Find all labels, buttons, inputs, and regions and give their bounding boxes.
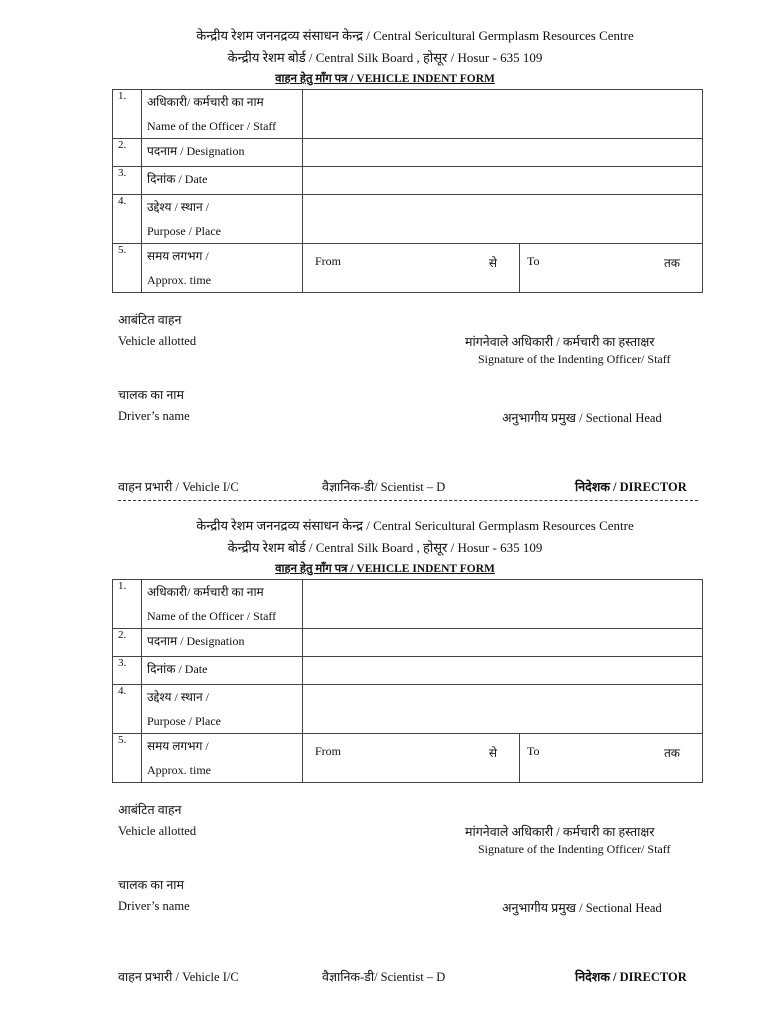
designation-field[interactable]: [303, 629, 703, 657]
row-number: 5.: [113, 244, 142, 293]
org-subtitle: केन्द्रीय रेशम बोर्ड / Central Silk Board , होसूर / Hosur - 635 109: [227, 50, 543, 65]
purpose-label-en: Purpose / Place: [147, 714, 221, 728]
row-designation: [113, 629, 703, 657]
row-number: 2.: [113, 629, 142, 657]
se-label: से: [488, 746, 497, 760]
time-from-field[interactable]: [308, 244, 520, 292]
date-label: दिनांक / Date: [142, 657, 303, 685]
time-from-field[interactable]: [308, 734, 520, 782]
scientist-d-label: वैज्ञानिक-डी/ Scientist – D: [322, 970, 446, 984]
indenting-signature-label-hi: मांगनेवाले अधिकारी / कर्मचारी का हस्ताक्षर: [465, 335, 655, 349]
row-number: 2.: [113, 139, 142, 167]
driver-name-label-en: Driver’s name: [118, 899, 190, 913]
vehicle-ic-label: वाहन प्रभारी / Vehicle I/C: [118, 480, 239, 494]
scientist-d-label: वैज्ञानिक-डी/ Scientist – D: [322, 480, 446, 494]
org-subtitle: केन्द्रीय रेशम बोर्ड / Central Silk Board , होसूर / Hosur - 635 109: [227, 540, 543, 555]
row-number: 3.: [113, 657, 142, 685]
row-approx-time: [113, 244, 703, 293]
row-officer-name: [113, 90, 703, 139]
date-field[interactable]: [303, 167, 703, 195]
driver-name-label-en: Driver’s name: [118, 409, 190, 423]
approx-time-label-hi: समय लगभग /: [147, 739, 209, 753]
indenting-signature-label-en: Signature of the Indenting Officer/ Staff: [478, 352, 671, 366]
officer-name-label-en: Name of the Officer / Staff: [147, 609, 277, 623]
from-label: From: [315, 744, 342, 758]
indent-form-top: [0, 0, 770, 494]
designation-field[interactable]: [303, 139, 703, 167]
form-title: वाहन हेतु माँग पत्र / VEHICLE INDENT FORM: [275, 563, 495, 575]
approx-time-label-en: Approx. time: [147, 273, 211, 287]
officer-name-label-en: Name of the Officer / Staff: [147, 119, 277, 133]
org-title: केन्द्रीय रेशम जननद्रव्य संसाधन केन्द्र / Central Sericultural Germplasm Resources Centre: [196, 28, 634, 43]
date-label: दिनांक / Date: [142, 167, 303, 195]
indenting-signature-label-en: Signature of the Indenting Officer/ Staff: [478, 842, 671, 856]
to-label: To: [527, 744, 540, 758]
sectional-head-label: अनुभागीय प्रमुख / Sectional Head: [502, 411, 662, 425]
row-designation: [113, 139, 703, 167]
time-to-field[interactable]: [520, 734, 702, 782]
row-number: 1.: [113, 90, 142, 139]
approx-time-label-hi: समय लगभग /: [147, 249, 209, 263]
row-number: 3.: [113, 167, 142, 195]
purpose-label-hi: उद्देश्य / स्थान /: [147, 690, 209, 704]
row-purpose: [113, 685, 703, 734]
row-purpose: [113, 195, 703, 244]
indent-table: [112, 579, 703, 783]
driver-name-label-hi: चालक का नाम: [118, 388, 184, 402]
form-title: वाहन हेतु माँग पत्र / VEHICLE INDENT FORM: [275, 73, 495, 85]
vehicle-ic-label: वाहन प्रभारी / Vehicle I/C: [118, 970, 239, 984]
officer-name-field[interactable]: [303, 90, 703, 139]
row-date: [113, 167, 703, 195]
time-to-field[interactable]: [520, 244, 702, 292]
date-field[interactable]: [303, 657, 703, 685]
tak-label: तक: [663, 256, 680, 270]
director-label: निदेशक / DIRECTOR: [575, 480, 687, 494]
director-label: निदेशक / DIRECTOR: [575, 970, 687, 984]
indent-table: [112, 89, 703, 293]
row-officer-name: [113, 580, 703, 629]
se-label: से: [488, 256, 497, 270]
officer-name-field[interactable]: [303, 580, 703, 629]
vehicle-allotted-label-en: Vehicle allotted: [118, 824, 197, 838]
purpose-label-hi: उद्देश्य / स्थान /: [147, 200, 209, 214]
sectional-head-label: अनुभागीय प्रमुख / Sectional Head: [502, 901, 662, 915]
indent-form-bottom: [0, 490, 770, 984]
officer-name-label-hi: अधिकारी/ कर्मचारी का नाम: [147, 585, 264, 599]
row-date: [113, 657, 703, 685]
indenting-signature-label-hi: मांगनेवाले अधिकारी / कर्मचारी का हस्ताक्षर: [465, 825, 655, 839]
purpose-field[interactable]: [303, 195, 703, 244]
purpose-label-en: Purpose / Place: [147, 224, 221, 238]
row-number: 4.: [113, 685, 142, 734]
purpose-field[interactable]: [303, 685, 703, 734]
to-label: To: [527, 254, 540, 268]
driver-name-label-hi: चालक का नाम: [118, 878, 184, 892]
vehicle-allotted-label-hi: आबंटित वाहन: [118, 313, 182, 327]
row-approx-time: [113, 734, 703, 783]
from-label: From: [315, 254, 342, 268]
officer-name-label-hi: अधिकारी/ कर्मचारी का नाम: [147, 95, 264, 109]
designation-label: पदनाम / Designation: [142, 139, 303, 167]
row-number: 5.: [113, 734, 142, 783]
tak-label: तक: [663, 746, 680, 760]
row-number: 4.: [113, 195, 142, 244]
org-title: केन्द्रीय रेशम जननद्रव्य संसाधन केन्द्र / Central Sericultural Germplasm Resources Centre: [196, 518, 634, 533]
row-number: 1.: [113, 580, 142, 629]
vehicle-allotted-label-en: Vehicle allotted: [118, 334, 197, 348]
vehicle-allotted-label-hi: आबंटित वाहन: [118, 803, 182, 817]
designation-label: पदनाम / Designation: [142, 629, 303, 657]
approx-time-label-en: Approx. time: [147, 763, 211, 777]
